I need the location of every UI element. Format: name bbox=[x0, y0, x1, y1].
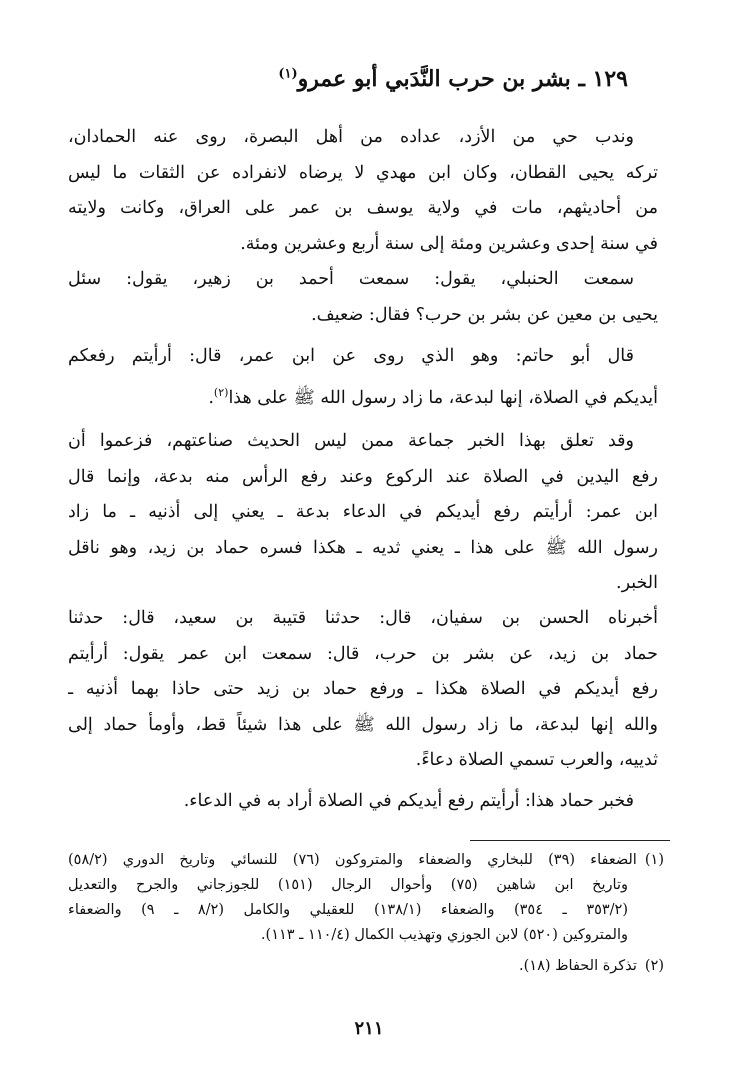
heading-footnote-ref: (١) bbox=[278, 66, 298, 82]
paragraph-1 bbox=[68, 120, 658, 262]
entry-title: ١٢٩ ـ بشر بن حرب النَّدَبي أبو عمرو bbox=[297, 66, 628, 92]
paragraph-3 bbox=[68, 339, 658, 416]
paragraph-line: في سنة إحدى وعشرين ومئة إلى سنة أربع وعشرين ومئة. bbox=[240, 233, 658, 254]
paragraph-line: تركه يحيى القطان، وكان ابن مهدي لا يرضاه لانفراده عن الثقات ما ليس bbox=[68, 162, 658, 183]
paragraph-line: فخبر حماد هذا: أرأيتم رفع أيديكم في الصلاة أراد به في الدعاء. bbox=[183, 791, 634, 811]
footnote-number: (١) bbox=[644, 852, 664, 868]
paragraph-2 bbox=[68, 262, 658, 333]
footnote-line bbox=[68, 954, 664, 979]
footnote-line: وتاريخ ابن شاهين (٧٥) وأحوال الرجال (١٥١) للجوزجاني والجرح والتعديل bbox=[68, 877, 628, 893]
entry-heading bbox=[60, 66, 628, 92]
footnote-line: والمتروكين (٥٢٠) لابن الجوزي وتهذيب الكمال (١١٠/٤ ـ ١١٣). bbox=[260, 927, 628, 943]
paragraph-end-mark: . bbox=[208, 387, 214, 408]
footnote-number: (٢) bbox=[644, 958, 664, 974]
paragraph-line: ابن عمر: أرأيتم رفع أيديكم في الدعاء بدعة ـ يعني إلى أذنيه ـ ما زاد bbox=[68, 502, 658, 522]
paragraph-text: أيديكم في الصلاة، إنها لبدعة، ما زاد رسول الله ﷺ على هذا bbox=[228, 387, 658, 408]
page-number: ٢١١ bbox=[354, 1018, 384, 1039]
paragraph-line: وندب حي من الأزد، عداده من أهل البصرة، روى عنه الحمادان، bbox=[68, 127, 634, 147]
paragraph-6 bbox=[68, 784, 658, 820]
paragraph-line: رسول الله ﷺ على هذا ـ يعني ثديه ـ هكذا فسره حماد بن زيد، وهو ناقل bbox=[68, 537, 658, 558]
paragraph-line: سمعت الحنبلي، يقول: سمعت أحمد بن زهير، يقول: سئل bbox=[68, 269, 634, 289]
footnote-separator bbox=[470, 840, 670, 841]
paragraph-line: من أحاديثهم، مات في ولاية يوسف بن عمر على العراق، وكانت ولايته bbox=[68, 198, 658, 218]
paragraph-line: ثدييه، والعرب تسمي الصلاة دعاءً. bbox=[415, 750, 658, 770]
footnote-line bbox=[68, 848, 664, 873]
paragraph-line: والله إنها لبدعة، ما زاد رسول الله ﷺ على هذا شيئاً قط، وأومأ حماد إلى bbox=[68, 714, 658, 735]
paragraph-4 bbox=[68, 424, 658, 602]
footnote-ref-2: (٢) bbox=[213, 385, 229, 399]
footnote-text: الضعفاء (٣٩) للبخاري والضعفاء والمتروكون (٧٦) للنسائي وتاريخ الدوري (٥٨/٢) bbox=[68, 852, 637, 868]
paragraph-5 bbox=[68, 601, 658, 779]
footnote-line: (٣٥٣/٢ ـ ٣٥٤) والضعفاء (١٣٨/١) للعقيلي والكامل (٨/٢ ـ ٩) والضعفاء bbox=[68, 902, 629, 918]
paragraph-line-with-note bbox=[68, 375, 658, 416]
paragraph-line: وقد تعلق بهذا الخبر جماعة ممن ليس الحديث صناعتهم، فزعموا أن bbox=[68, 431, 634, 451]
paragraph-line: أخبرناه الحسن بن سفيان، قال: حدثنا قتيبة بن سعيد، قال: حدثنا bbox=[68, 608, 658, 628]
footnote-text: تذكرة الحفاظ (١٨). bbox=[519, 958, 637, 974]
footnote-2 bbox=[68, 954, 664, 979]
paragraph-line: رفع أيديكم في الصلاة هكذا ـ ورفع حماد بن زيد حتى حاذا بهما أذنيه ـ bbox=[68, 679, 658, 699]
paragraph-line: قال أبو حاتم: وهو الذي روى عن ابن عمر، قال: أرأيتم رفعكم bbox=[68, 346, 634, 366]
paragraph-line: حماد بن زيد، عن بشر بن حرب، قال: سمعت ابن عمر يقول: أرأيتم bbox=[68, 643, 658, 664]
paragraph-line: رفع اليدين في الصلاة عند الركوع وعند رفع الرأس منه بدعة، وإنما قال bbox=[68, 466, 658, 487]
paragraph-line: الخبر. bbox=[616, 573, 658, 593]
paragraph-line: يحيى بن معين عن بشر بن حرب؟ فقال: ضعيف. bbox=[311, 304, 658, 325]
footnote-1 bbox=[68, 848, 664, 948]
